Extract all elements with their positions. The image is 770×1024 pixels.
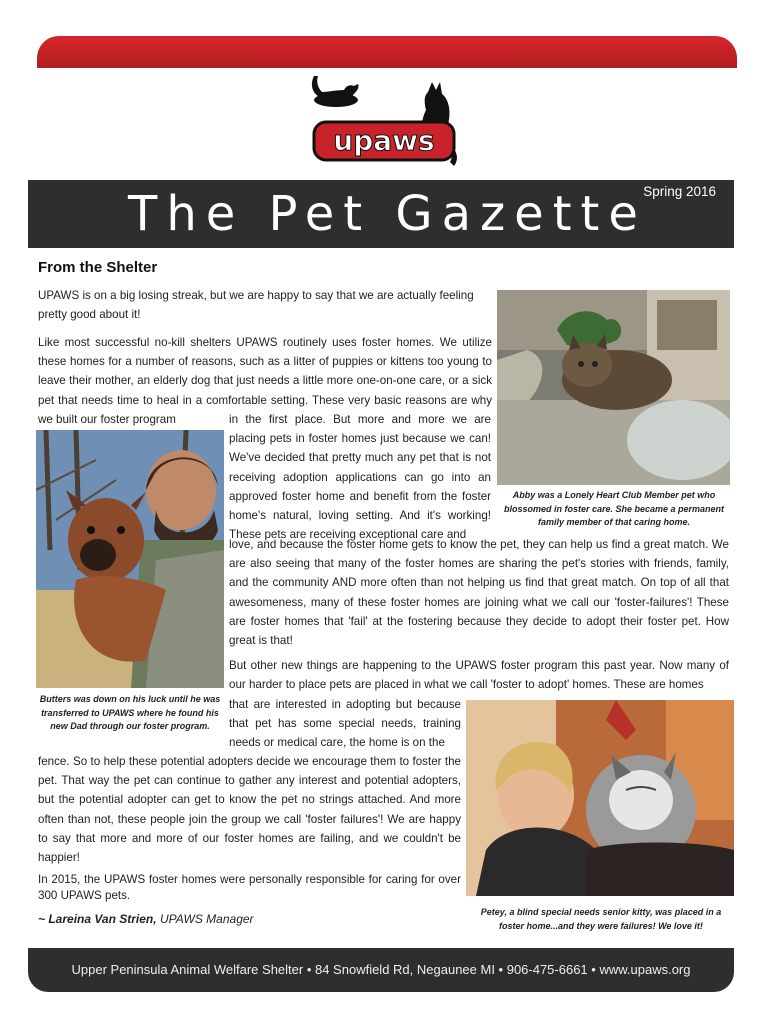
signature-role: UPAWS Manager <box>159 912 254 926</box>
paragraph-foster-wide: love, and because the foster home gets to know the pet, they can help us find a great match. We are also seeing that many of the foster homes are sharing the pet's stories with friends, family, and the community AND more often than not helping us find that great match. On top of all that awesomeness, many of these foster homes are joining what we call our 'foster-failures'! These are foster homes that 'fail' at the fostering because they decide to adopt their foster pet. How great is that! <box>229 538 729 648</box>
top-red-bar <box>37 36 737 68</box>
paragraph-foster-to-adopt-bottom: fence. So to help these potential adopters decide we encourage them to foster the pet. That way the pet can continue to gather any interest and potential adopters, but the potential adopter can get to know the pet no strings attached. And more often than not, these people join the group we call 'foster failures'! We are happy to say that more and more of our foster homes are failing, and we couldn't be happier! <box>38 755 461 865</box>
photo-abby-cat <box>497 290 730 485</box>
newsletter-title: The Pet Gazette <box>128 186 647 242</box>
article-heading: From the Shelter <box>38 259 158 276</box>
paragraph-foster-column: in the first place. But more and more we are placing pets in foster homes just because we can! We've decided that pretty much any pet that is not receiving adoption applications can go into an approved foster home and benefit from the foster home's natural, loving setting. And it's working! These pets are receiving exceptional care and <box>229 413 491 542</box>
paragraph-foster-to-adopt: But other new things are happening to the UPAWS foster program this past year. Now many of our harder to place pets are placed in what we call 'foster to adopt' homes. These are homes <box>229 659 729 692</box>
photo-petey-cat <box>466 700 734 896</box>
caption-petey: Petey, a blind special needs senior kitty, was placed in a foster home...and they were failures! We love it! <box>480 907 722 931</box>
footer-bar <box>28 948 734 992</box>
paragraph-foster-to-adopt-column: that are interested in adopting but because that pet has some special needs, training needs or medical care, the home is on the <box>229 698 461 750</box>
photo-butters-dog <box>36 430 224 688</box>
footer-contact: Upper Peninsula Animal Welfare Shelter • 84 Snowfield Rd, Negaunee MI • 906-475-6661 • www.upaws.org <box>71 962 691 977</box>
masthead-banner <box>28 180 734 248</box>
upaws-logo <box>300 70 470 182</box>
caption-abby: Abby was a Lonely Heart Club Member pet who blossomed in foster care. She became a permanent family member of that caring home. <box>503 490 725 527</box>
caption-butters: Butters was down on his luck until he was transferred to UPAWS where he found his new Dad through our foster program. <box>39 694 221 731</box>
logo-wordmark: upaws <box>333 124 435 157</box>
issue-season: Spring 2016 <box>643 184 716 199</box>
signature-name: ~ Lareina Van Strien, <box>38 912 157 926</box>
paragraph-statistics: In 2015, the UPAWS foster homes were personally responsible for caring for over 300 UPAWS pets. <box>38 873 461 902</box>
article-signature <box>38 912 254 926</box>
paragraph-intro: UPAWS is on a big losing streak, but we are happy to say that we are actually feeling pretty good about it! <box>38 289 474 322</box>
paragraph-foster-top: Like most successful no-kill shelters UPAWS routinely uses foster homes. We utilize these homes for a number of reasons, such as a litter of puppies or kittens too young to leave their mother, an elderly dog that just needs a little more one-on-one care, or a sick pet that needs time to heal in a comfortable setting. These very basic reasons are why we built our foster program <box>38 336 492 426</box>
